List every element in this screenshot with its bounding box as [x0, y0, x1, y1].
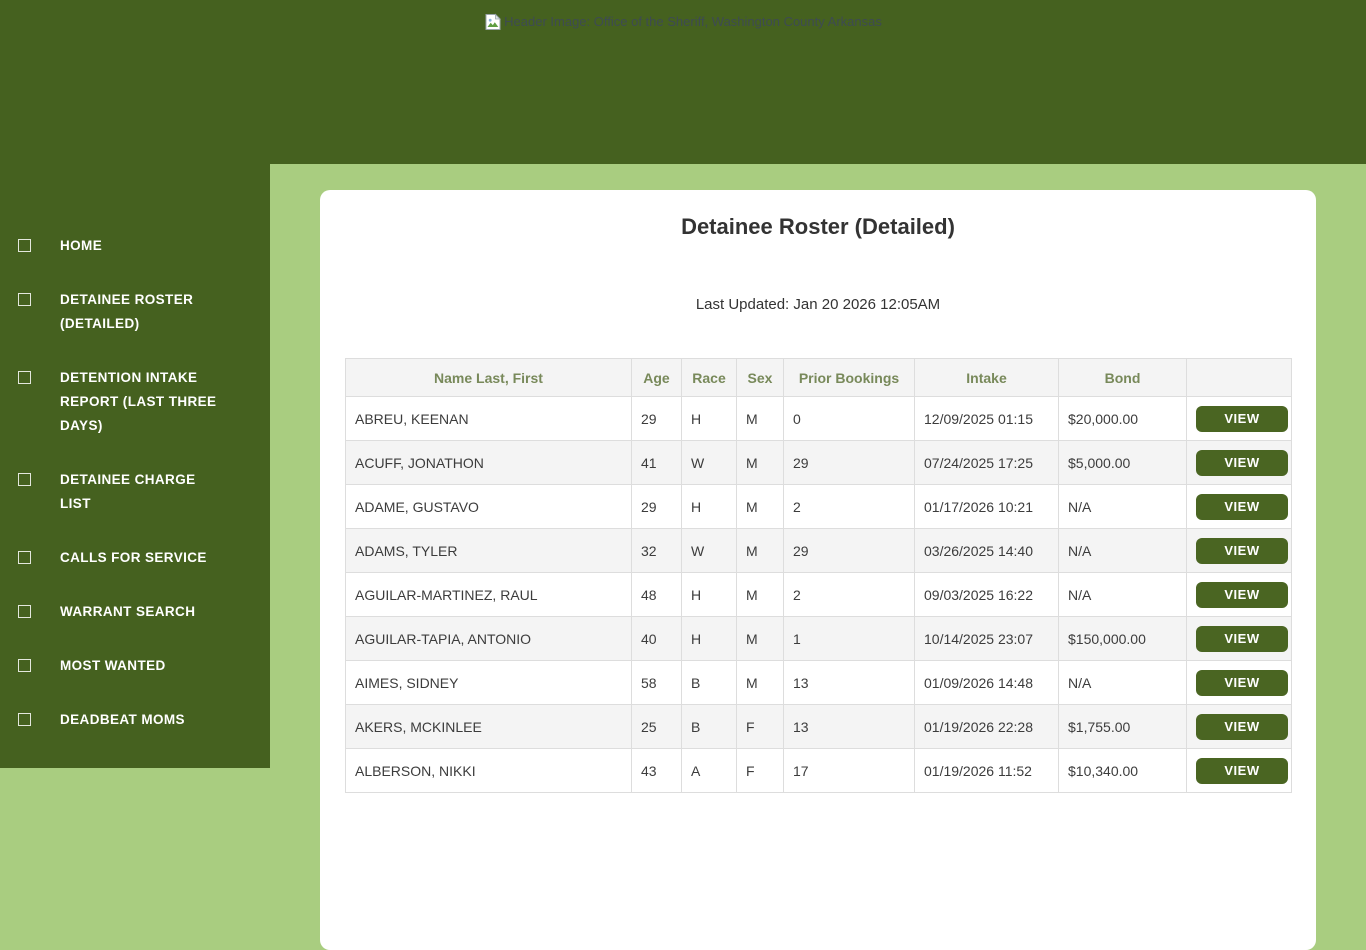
table-row — [346, 617, 1292, 661]
sidebar-item-label: DETAINEE ROSTER (DETAILED) — [60, 292, 194, 331]
cell-prior-bookings: 17 — [784, 749, 915, 793]
table-row — [346, 705, 1292, 749]
cell-view — [1187, 573, 1292, 617]
header-image-placeholder — [484, 13, 882, 36]
column-header: Bond — [1059, 359, 1187, 397]
cell-intake: 01/09/2026 14:48 — [915, 661, 1059, 705]
cell-name: ALBERSON, NIKKI — [346, 749, 632, 793]
cell-intake: 07/24/2025 17:25 — [915, 441, 1059, 485]
cell-name: ADAMS, TYLER — [346, 529, 632, 573]
broken-bullet-icon — [18, 605, 31, 618]
cell-race: B — [682, 661, 737, 705]
cell-intake: 01/19/2026 11:52 — [915, 749, 1059, 793]
sidebar-item-most-wanted[interactable] — [0, 654, 270, 678]
cell-bond: $150,000.00 — [1059, 617, 1187, 661]
sidebar — [0, 164, 270, 768]
cell-sex: F — [737, 749, 784, 793]
cell-bond: N/A — [1059, 485, 1187, 529]
sidebar-item-detainee-charge-list[interactable] — [0, 468, 270, 516]
cell-prior-bookings: 13 — [784, 661, 915, 705]
cell-race: A — [682, 749, 737, 793]
table-row — [346, 661, 1292, 705]
page-title: Detainee Roster (Detailed) — [681, 214, 955, 239]
header-bar — [0, 0, 1366, 164]
table-row — [346, 529, 1292, 573]
cell-prior-bookings: 29 — [784, 441, 915, 485]
cell-race: H — [682, 617, 737, 661]
cell-intake: 09/03/2025 16:22 — [915, 573, 1059, 617]
sidebar-item-home[interactable] — [0, 234, 270, 258]
view-button[interactable]: VIEW — [1196, 494, 1288, 520]
sidebar-item-detention-intake-report-last-three-days[interactable] — [0, 366, 270, 438]
cell-prior-bookings: 2 — [784, 485, 915, 529]
view-button[interactable]: VIEW — [1196, 538, 1288, 564]
broken-bullet-icon — [18, 659, 31, 672]
cell-age: 40 — [632, 617, 682, 661]
broken-bullet-icon — [18, 551, 31, 564]
main-area — [270, 164, 1366, 779]
cell-view — [1187, 661, 1292, 705]
cell-bond: $1,755.00 — [1059, 705, 1187, 749]
cell-age: 48 — [632, 573, 682, 617]
cell-intake: 10/14/2025 23:07 — [915, 617, 1059, 661]
cell-name: AIMES, SIDNEY — [346, 661, 632, 705]
cell-name: ADAME, GUSTAVO — [346, 485, 632, 529]
sidebar-item-label: DETENTION INTAKE REPORT (LAST THREE DAYS) — [60, 370, 217, 433]
view-button[interactable]: VIEW — [1196, 626, 1288, 652]
column-header — [1187, 359, 1292, 397]
cell-prior-bookings: 1 — [784, 617, 915, 661]
column-header: Sex — [737, 359, 784, 397]
cell-race: H — [682, 397, 737, 441]
cell-sex: M — [737, 441, 784, 485]
cell-bond: $10,340.00 — [1059, 749, 1187, 793]
table-row — [346, 485, 1292, 529]
broken-bullet-icon — [18, 293, 31, 306]
column-header: Prior Bookings — [784, 359, 915, 397]
cell-view — [1187, 441, 1292, 485]
detainee-table — [345, 358, 1292, 793]
sidebar-item-calls-for-service[interactable] — [0, 546, 270, 570]
cell-age: 25 — [632, 705, 682, 749]
column-header: Intake — [915, 359, 1059, 397]
cell-bond: N/A — [1059, 661, 1187, 705]
table-row — [346, 573, 1292, 617]
cell-intake: 03/26/2025 14:40 — [915, 529, 1059, 573]
cell-prior-bookings: 13 — [784, 705, 915, 749]
cell-prior-bookings: 2 — [784, 573, 915, 617]
table-row — [346, 441, 1292, 485]
cell-view — [1187, 485, 1292, 529]
view-button[interactable]: VIEW — [1196, 450, 1288, 476]
cell-view — [1187, 617, 1292, 661]
cell-age: 32 — [632, 529, 682, 573]
header-image-alt-text: Header Image: Office of the Sheriff, Washington County Arkansas — [504, 14, 882, 29]
cell-sex: M — [737, 573, 784, 617]
sidebar-item-label: DETAINEE CHARGE LIST — [60, 472, 196, 511]
sidebar-item-label: MOST WANTED — [60, 658, 166, 673]
cell-age: 58 — [632, 661, 682, 705]
cell-view — [1187, 749, 1292, 793]
sidebar-item-label: DEADBEAT MOMS — [60, 712, 185, 727]
view-button[interactable]: VIEW — [1196, 582, 1288, 608]
broken-image-icon — [484, 13, 502, 36]
cell-prior-bookings: 29 — [784, 529, 915, 573]
cell-bond: $20,000.00 — [1059, 397, 1187, 441]
broken-bullet-icon — [18, 371, 31, 384]
cell-name: ACUFF, JONATHON — [346, 441, 632, 485]
table-row — [346, 397, 1292, 441]
cell-age: 29 — [632, 485, 682, 529]
cell-race: B — [682, 705, 737, 749]
cell-name: AGUILAR-MARTINEZ, RAUL — [346, 573, 632, 617]
view-button[interactable]: VIEW — [1196, 406, 1288, 432]
sidebar-nav — [0, 164, 270, 727]
sidebar-item-deadbeat-moms[interactable] — [0, 708, 270, 732]
cell-name: AGUILAR-TAPIA, ANTONIO — [346, 617, 632, 661]
sidebar-item-detainee-roster-detailed[interactable] — [0, 288, 270, 336]
cell-name: AKERS, MCKINLEE — [346, 705, 632, 749]
cell-bond: $5,000.00 — [1059, 441, 1187, 485]
column-header: Race — [682, 359, 737, 397]
cell-age: 41 — [632, 441, 682, 485]
cell-sex: M — [737, 485, 784, 529]
content-card — [320, 190, 1316, 950]
view-button[interactable]: VIEW — [1196, 758, 1288, 784]
sidebar-item-label: WARRANT SEARCH — [60, 604, 196, 619]
broken-bullet-icon — [18, 713, 31, 726]
cell-sex: M — [737, 397, 784, 441]
broken-bullet-icon — [18, 239, 31, 252]
cell-name: ABREU, KEENAN — [346, 397, 632, 441]
table-header-row — [346, 359, 1292, 397]
cell-sex: F — [737, 705, 784, 749]
cell-sex: M — [737, 529, 784, 573]
table-body — [346, 397, 1292, 793]
column-header: Name Last, First — [346, 359, 632, 397]
sidebar-item-label: CALLS FOR SERVICE — [60, 550, 207, 565]
cell-bond: N/A — [1059, 529, 1187, 573]
cell-view — [1187, 705, 1292, 749]
cell-race: H — [682, 573, 737, 617]
cell-prior-bookings: 0 — [784, 397, 915, 441]
sidebar-item-warrant-search[interactable] — [0, 600, 270, 624]
sidebar-item-label: HOME — [60, 238, 103, 253]
cell-sex: M — [737, 661, 784, 705]
view-button[interactable]: VIEW — [1196, 714, 1288, 740]
cell-view — [1187, 529, 1292, 573]
cell-race: W — [682, 529, 737, 573]
cell-sex: M — [737, 617, 784, 661]
cell-view — [1187, 397, 1292, 441]
cell-race: W — [682, 441, 737, 485]
broken-bullet-icon — [18, 473, 31, 486]
cell-race: H — [682, 485, 737, 529]
cell-intake: 01/17/2026 10:21 — [915, 485, 1059, 529]
last-updated-text: Last Updated: Jan 20 2026 12:05AM — [695, 296, 941, 313]
cell-intake: 12/09/2025 01:15 — [915, 397, 1059, 441]
column-header: Age — [632, 359, 682, 397]
cell-intake: 01/19/2026 22:28 — [915, 705, 1059, 749]
table-row — [346, 749, 1292, 793]
cell-bond: N/A — [1059, 573, 1187, 617]
view-button[interactable]: VIEW — [1196, 670, 1288, 696]
cell-age: 43 — [632, 749, 682, 793]
cell-age: 29 — [632, 397, 682, 441]
